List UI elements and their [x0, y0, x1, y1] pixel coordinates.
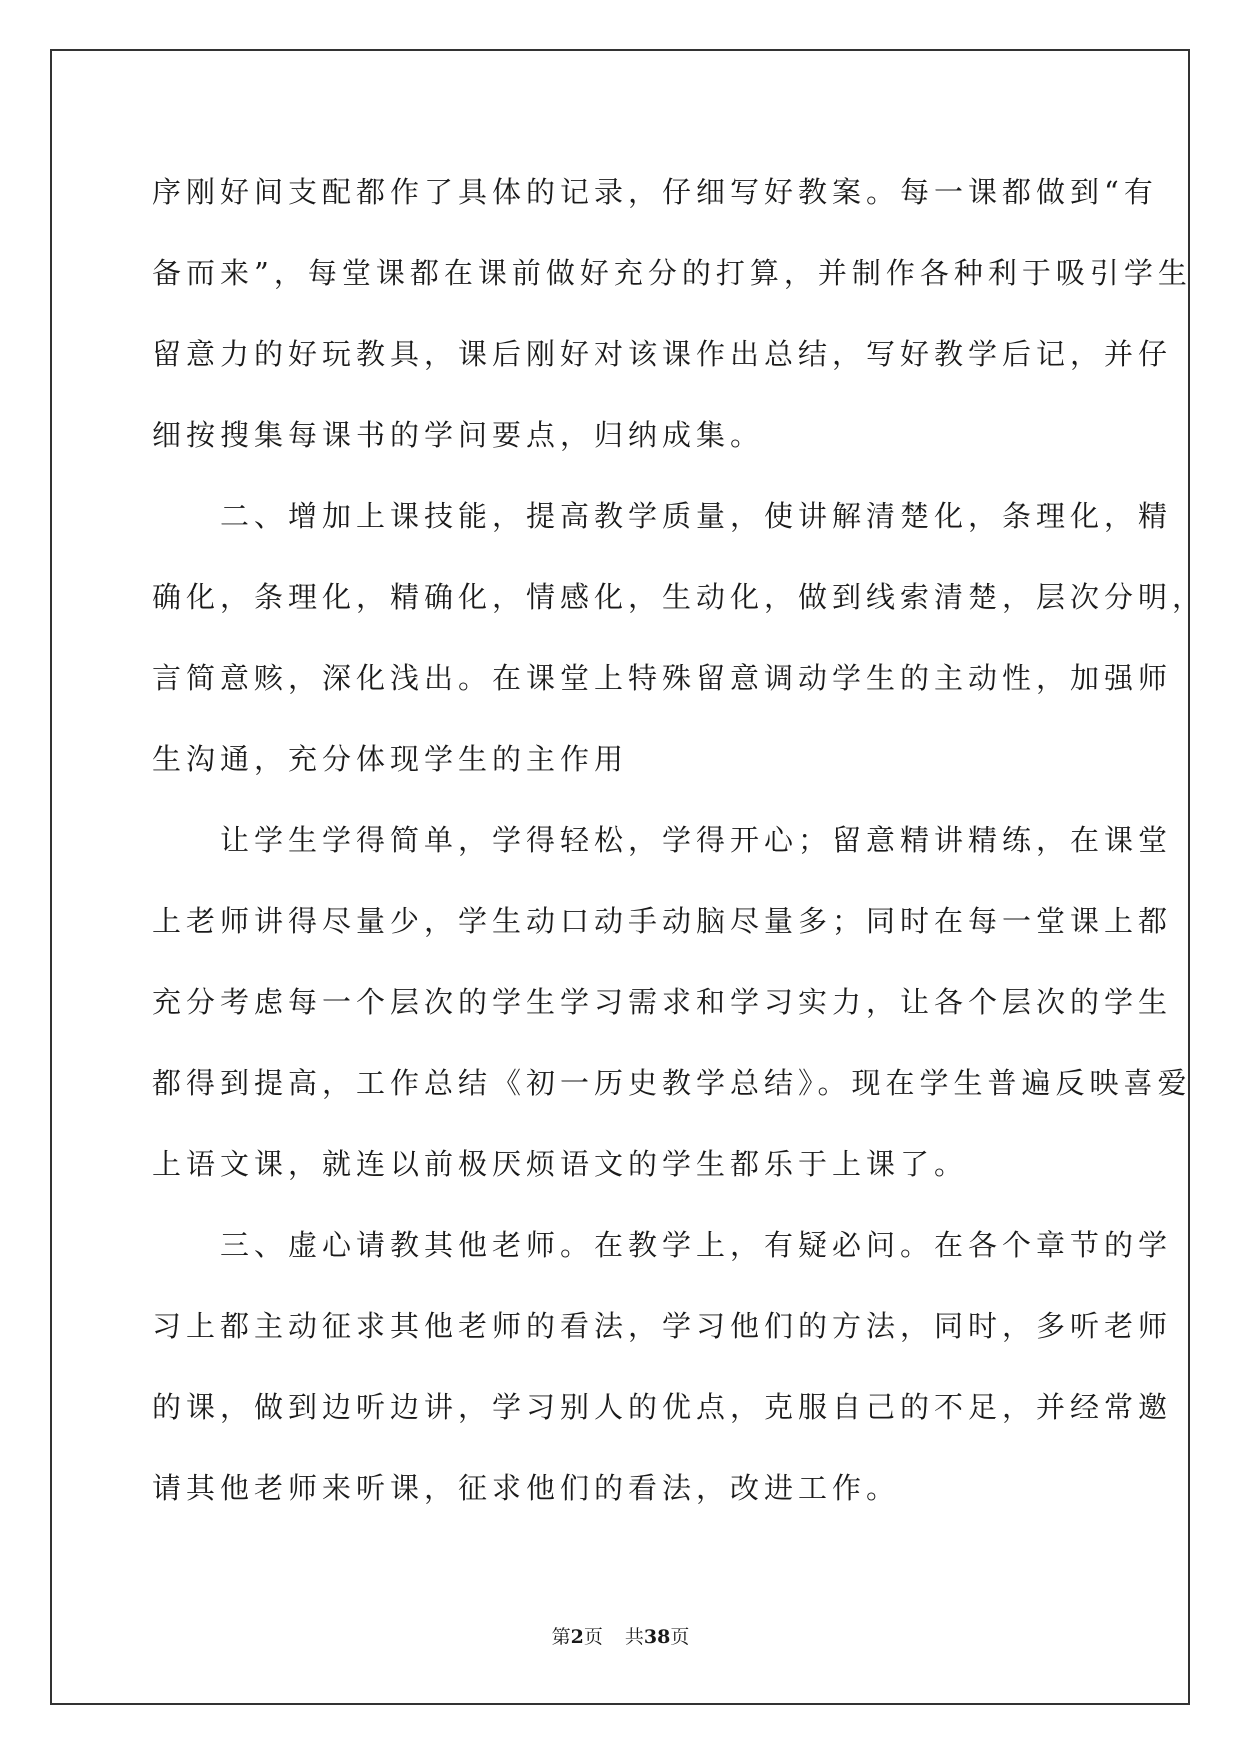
text-line: 留意力的好玩教具，课后刚好对该课作出总结，写好教学后记，并仔 [152, 337, 1173, 371]
text-line: 充分考虑每一个层次的学生学习需求和学习实力，让各个层次的学生 [152, 985, 1173, 1019]
text-line: 序刚好间支配都作了具体的记录，仔细写好教案。每一课都做到“有 [152, 175, 1158, 209]
text-line: 的课，做到边听边讲，学习别人的优点，克服自己的不足，并经常邀 [152, 1390, 1173, 1424]
text-line: 三、虚心请教其他老师。在教学上，有疑必问。在各个章节的学 [152, 1228, 1173, 1262]
text-line: 备而来”，每堂课都在课前做好充分的打算，并制作各种利于吸引学生 [152, 256, 1192, 290]
page-footer [0, 1622, 1241, 1649]
text-line: 习上都主动征求其他老师的看法，学习他们的方法，同时，多听老师 [152, 1309, 1173, 1343]
text-line: 上老师讲得尽量少，学生动口动手动脑尽量多；同时在每一堂课上都 [152, 904, 1173, 938]
document-body [152, 152, 1207, 1529]
text-line: 生沟通，充分体现学生的主作用 [152, 742, 629, 776]
text-line: 请其他老师来听课，征求他们的看法，改进工作。 [152, 1471, 901, 1505]
text-line: 细按搜集每课书的学问要点，归纳成集。 [152, 418, 765, 452]
text-line: 言简意赅，深化浅出。在课堂上特殊留意调动学生的主动性，加强师 [152, 661, 1173, 695]
total-pages: 38 [643, 1626, 671, 1648]
text-line: 确化，条理化，精确化，情感化，生动化，做到线索清楚，层次分明， [152, 580, 1207, 614]
total-prefix: 共 [624, 1626, 644, 1648]
text-line: 二、增加上课技能，提高教学质量，使讲解清楚化，条理化，精 [152, 499, 1173, 533]
text-line: 让学生学得简单，学得轻松，学得开心；留意精讲精练，在课堂 [152, 823, 1173, 857]
page-number: 2 [570, 1626, 584, 1648]
text-line: 上语文课，就连以前极厌烦语文的学生都乐于上课了。 [152, 1147, 969, 1181]
page-prefix: 第 [551, 1626, 571, 1648]
text-line: 都得到提高，工作总结《初一历史教学总结》。现在学生普遍反映喜爱 [152, 1066, 1192, 1100]
page-suffix: 页 [583, 1626, 603, 1648]
total-suffix: 页 [670, 1626, 690, 1648]
